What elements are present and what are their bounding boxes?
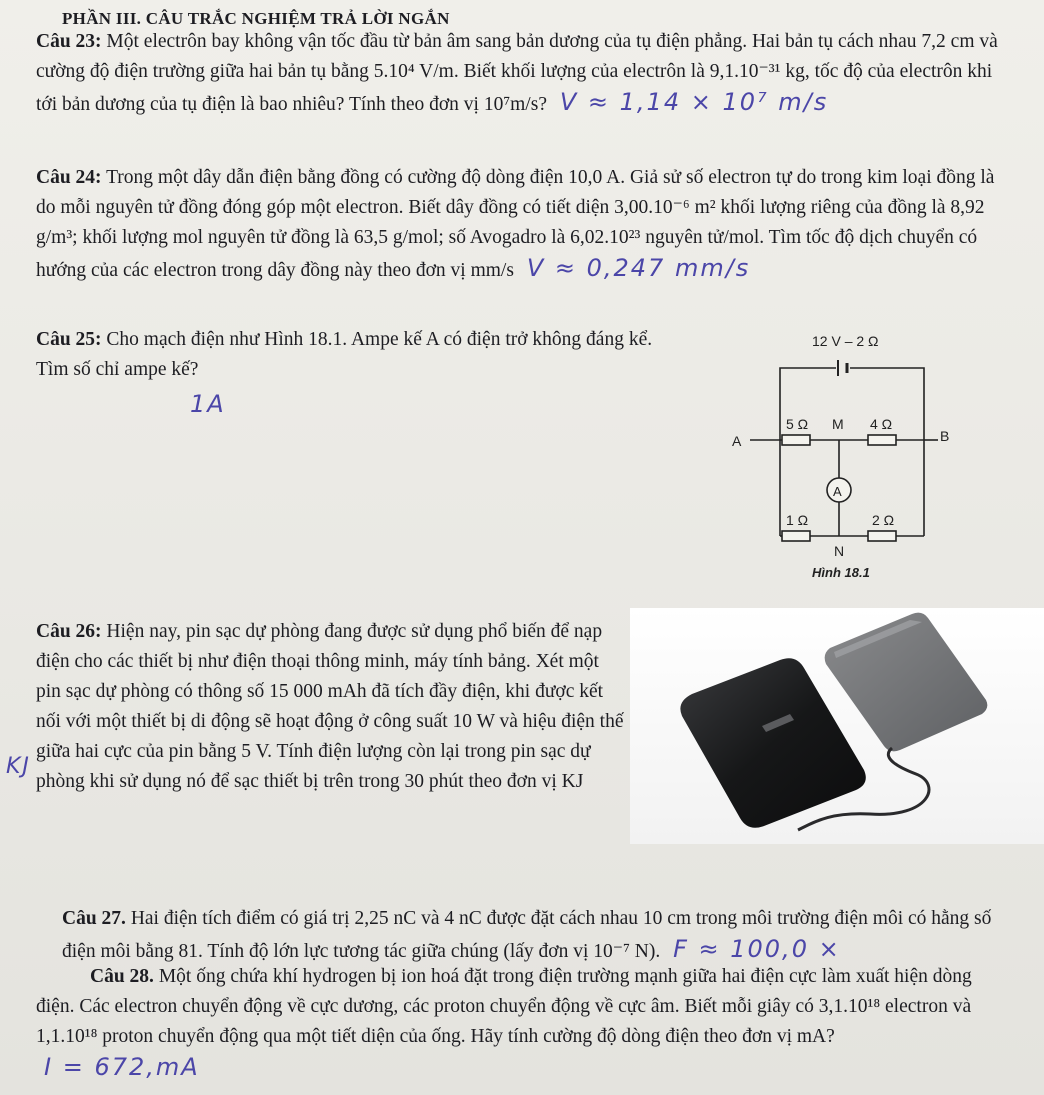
circuit-diagram xyxy=(720,318,970,590)
source-label: 12 V – 2 Ω xyxy=(812,333,879,349)
question-28-label: Câu 28. xyxy=(90,966,154,987)
question-25-handwritten-answer: 1A xyxy=(190,390,226,418)
question-28 xyxy=(36,962,998,1085)
figure-caption: Hình 18.1 xyxy=(812,565,870,580)
question-25-text: Cho mạch điện như Hình 18.1. Ampe kế A có điện trở không đáng kể. Tìm số chỉ ampe kế? xyxy=(36,329,653,380)
resistor-2-ohm xyxy=(868,531,896,541)
node-m-label: M xyxy=(832,416,844,432)
node-n-label: N xyxy=(834,543,845,559)
question-27-handwritten-answer: F ≈ 100,0 × xyxy=(673,935,841,963)
question-23-handwritten-answer: V ≈ 1,14 × 10⁷ m/s xyxy=(559,88,829,116)
ammeter-label: A xyxy=(833,484,842,499)
question-23 xyxy=(36,27,998,120)
resistor-1-ohm xyxy=(782,531,810,541)
r1-label: 5 Ω xyxy=(786,416,809,432)
question-26-label: Câu 26: xyxy=(36,621,102,642)
question-28-text: Một ống chứa khí hydrogen bị ion hoá đặt trong điện trường mạnh giữa hai điện cực làm xuất hiện dòng điện. Các electron chuyển động về cực dương, các proton chuyển động về cực âm. Biết mỗi giây có 3,1.10¹⁸ electron và 1,1.10¹⁸ proton chuyển động qua một tiết diện của ống. Hãy tính cường độ dòng điện theo đơn vị mA? xyxy=(36,966,972,1047)
resistor-5-ohm xyxy=(782,435,810,445)
question-24-text: Trong một dây dẫn điện bằng đồng có cường độ dòng điện 10,0 A. Giả sử số electron tự do trong kim loại đồng là do mỗi nguyên tử đồng đóng góp một electron. Biết dây đồng có tiết diện 3,00.10⁻⁶ m² khối lượng riêng của đồng là 8,92 g/m³; khối lượng mol nguyên tử đồng là 63,5 g/mol; số Avogadro là 6,02.10²³ nguyên tử/mol. Tìm tốc độ dịch chuyển có hướng của các electron trong dây đồng này theo đơn vị mm/s xyxy=(36,167,995,281)
question-24-handwritten-answer: V ≈ 0,247 mm/s xyxy=(526,254,751,282)
question-23-label: Câu 23: xyxy=(36,31,102,52)
question-27-text: Hai điện tích điểm có giá trị 2,25 nC và 4 nC được đặt cách nhau 10 cm trong môi trường điện môi có hằng số điện môi bằng 81. Tính độ lớn lực tương tác giữa chúng (lấy đơn vị 10⁻⁷ N). xyxy=(62,908,992,962)
question-26 xyxy=(36,617,626,797)
node-a-label: A xyxy=(732,433,742,449)
resistor-4-ohm xyxy=(868,435,896,445)
r3-label: 1 Ω xyxy=(786,512,809,528)
r2-label: 4 Ω xyxy=(870,416,893,432)
question-24-label: Câu 24: xyxy=(36,167,102,188)
question-28-handwritten-answer: I = 672,mA xyxy=(44,1053,200,1081)
r4-label: 2 Ω xyxy=(872,512,895,528)
question-27 xyxy=(62,904,1002,967)
question-24 xyxy=(36,163,998,286)
question-27-label: Câu 27. xyxy=(62,908,126,929)
question-26-margin-mark: KJ xyxy=(6,754,31,779)
section-heading: PHẦN III. CÂU TRẮC NGHIỆM TRẢ LỜI NGẮN xyxy=(62,9,450,28)
powerbank-photo xyxy=(630,608,1044,844)
question-25-label: Câu 25: xyxy=(36,329,102,350)
question-26-text: Hiện nay, pin sạc dự phòng đang được sử dụng phổ biến để nạp điện cho các thiết bị như điện thoại thông minh, máy tính bảng. Xét một pin sạc dự phòng có thông số 15 000 mAh đã tích đầy điện, khi được kết nối với một thiết bị di động sẽ hoạt động ở công suất 10 W và hiệu điện thế giữa hai cực của pin bằng 5 V. Tính điện lượng còn lại trong pin sạc dự phòng khi sử dụng nó để sạc thiết bị trên trong 30 phút theo đơn vị KJ xyxy=(36,621,624,792)
node-b-label: B xyxy=(940,428,950,444)
question-23-text: Một electrôn bay không vận tốc đầu từ bản âm sang bản dương của tụ điện phẳng. Hai bản tụ cách nhau 7,2 cm và cường độ điện trường giữa hai bản tụ bằng 5.10⁴ V/m. Biết khối lượng của electrôn là 9,1.10⁻³¹ kg, tốc độ của electrôn khi tới bản dương của tụ điện là bao nhiêu? Tính theo đơn vị 10⁷m/s? xyxy=(36,31,998,115)
question-25 xyxy=(36,325,686,385)
